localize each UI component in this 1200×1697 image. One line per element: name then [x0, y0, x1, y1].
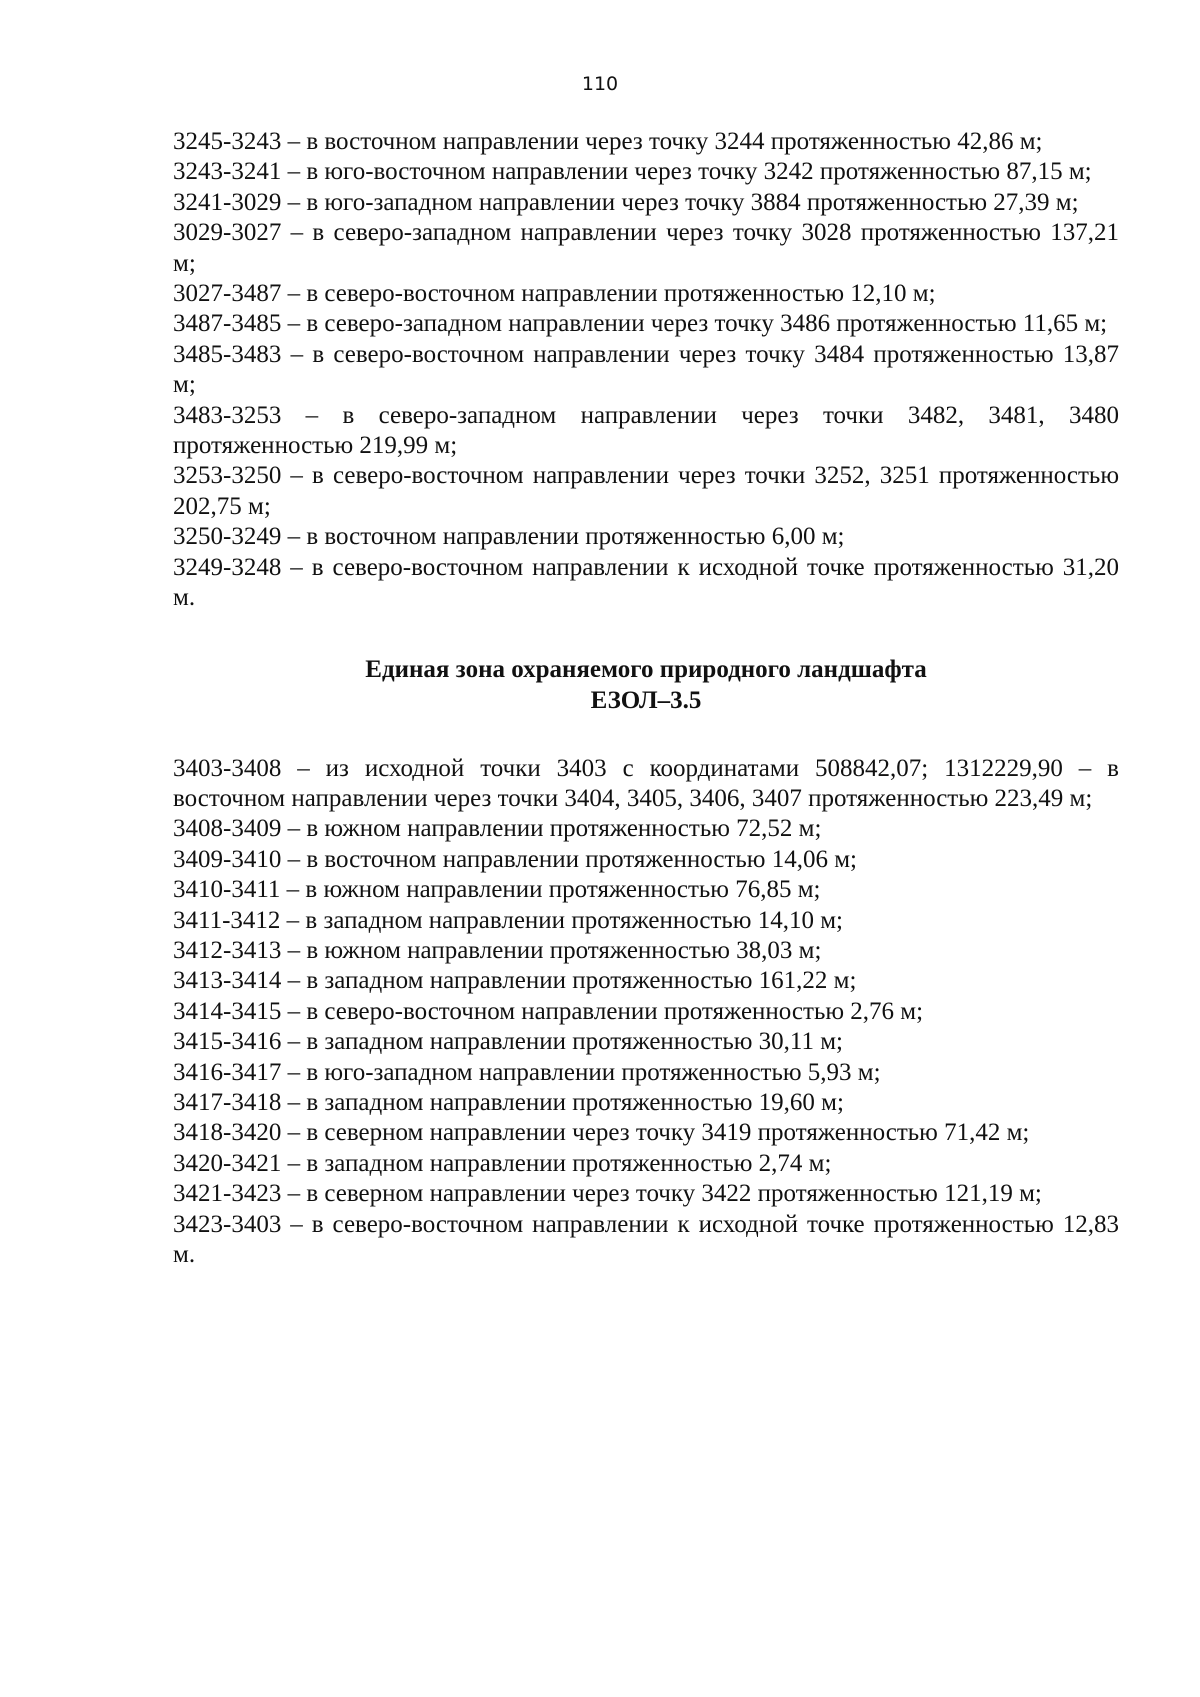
boundary-line: 3415-3416 – в западном направлении протяженностью 30,11 м;	[173, 1028, 843, 1056]
section-heading	[173, 654, 1119, 716]
boundary-line: 3403-3408 – из исходной точки 3403 с координатами 508842,07; 1312229,90 – в восточном направлении через точки 3404, 3405, 3406, 3407 протяженностью 223,49 м;	[173, 754, 1119, 812]
page-number: 110	[581, 73, 619, 95]
boundary-line: 3485-3483 – в северо-восточном направлении через точку 3484 протяженностью 13,87 м;	[173, 340, 1119, 399]
boundary-line: 3241-3029 – в юго-западном направлении через точку 3884 протяженностью 27,39 м;	[173, 188, 1079, 216]
section-heading-code: ЕЗОЛ–3.5	[590, 686, 702, 714]
boundary-line: 3029-3027 – в северо-западном направлении через точку 3028 протяженностью 137,21 м;	[173, 219, 1119, 277]
boundary-line: 3408-3409 – в южном направлении протяженностью 72,52 м;	[173, 815, 822, 843]
boundary-line: 3253-3250 – в северо-восточном направлении через точки 3252, 3251 протяженностью 202,75 м;	[173, 462, 1119, 520]
boundary-line: 3414-3415 – в северо-восточном направлении протяженностью 2,76 м;	[173, 997, 924, 1025]
boundary-line: 3416-3417 – в юго-западном направлении протяженностью 5,93 м;	[173, 1058, 881, 1086]
boundary-line: 3250-3249 – в восточном направлении протяженностью 6,00 м;	[173, 523, 845, 551]
boundary-list-1	[173, 127, 1119, 614]
boundary-line: 3487-3485 – в северо-западном направлении через точку 3486 протяженностью 11,65 м;	[173, 310, 1108, 338]
boundary-line: 3421-3423 – в северном направлении через точку 3422 протяженностью 121,19 м;	[173, 1180, 1042, 1208]
boundary-line: 3027-3487 – в северо-восточном направлении протяженностью 12,10 м;	[173, 280, 936, 308]
boundary-line: 3412-3413 – в южном направлении протяженностью 38,03 м;	[173, 936, 822, 964]
boundary-line: 3417-3418 – в западном направлении протяженностью 19,60 м;	[173, 1088, 844, 1116]
boundary-line: 3409-3410 – в восточном направлении протяженностью 14,06 м;	[173, 845, 857, 873]
boundary-line: 3243-3241 – в юго-восточном направлении через точку 3242 протяженностью 87,15 м;	[173, 158, 1092, 186]
boundary-line: 3483-3253 – в северо-западном направлении через точки 3482, 3481, 3480 протяженностью 219,99 м;	[173, 401, 1119, 460]
document-body	[173, 127, 1119, 1270]
section-heading-title: Единая зона охраняемого природного ландшафта	[365, 655, 927, 683]
boundary-line: 3245-3243 – в восточном направлении через точку 3244 протяженностью 42,86 м;	[173, 128, 1043, 155]
boundary-line: 3423-3403 – в северо-восточном направлении к исходной точке протяженностью 12,83 м.	[173, 1210, 1119, 1268]
boundary-line: 3418-3420 – в северном направлении через точку 3419 протяженностью 71,42 м;	[173, 1119, 1030, 1147]
boundary-line: 3410-3411 – в южном направлении протяженностью 76,85 м;	[173, 876, 821, 904]
boundary-line: 3411-3412 – в западном направлении протяженностью 14,10 м;	[173, 906, 843, 934]
boundary-line: 3413-3414 – в западном направлении протяженностью 161,22 м;	[173, 967, 857, 995]
boundary-list-2	[173, 754, 1119, 1271]
boundary-line: 3420-3421 – в западном направлении протяженностью 2,74 м;	[173, 1149, 832, 1177]
boundary-line: 3249-3248 – в северо-восточном направлении к исходной точке протяженностью 31,20 м.	[173, 553, 1119, 612]
